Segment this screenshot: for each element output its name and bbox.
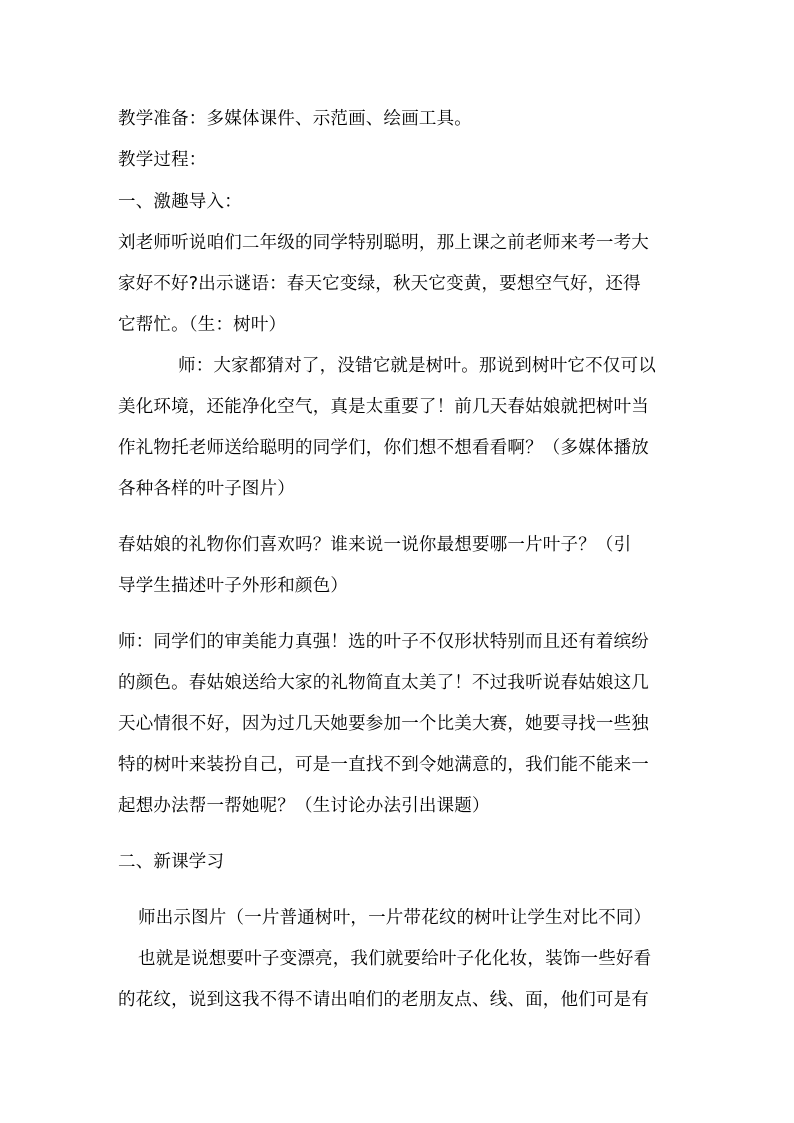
text-line: 起想办法帮一帮她呢？（生讨论办法引出课题） (118, 796, 490, 816)
text-line: 的花纹，说到这我不得不请出咱们的老朋友点、线、面，他们可是有 (118, 990, 649, 1010)
section-heading-new-lesson: 二、新课学习 (118, 852, 225, 872)
text-line: 家好不好?出示谜语：春天它变绿，秋天它变黄，要想空气好，还得 (118, 274, 641, 294)
text-line: 它帮忙。（生：树叶） (118, 315, 287, 335)
text-line: 各种各样的叶子图片） (118, 479, 295, 499)
text-line-process: 教学过程： (118, 150, 207, 170)
text-line: 导学生描述叶子外形和颜色） (118, 576, 349, 596)
text-line: 的颜色。春姑娘送给大家的礼物简直太美了！不过我听说春姑娘这几 (118, 673, 649, 693)
text-line: 也就是说想要叶子变漂亮，我们就要给叶子化化妆，装饰一些好看 (138, 949, 652, 969)
text-line: 作礼物托老师送给聪明的同学们，你们想不想看看啊？（多媒体播放 (118, 438, 649, 458)
text-line: 天心情很不好，因为过几天她要参加一个比美大赛，她要寻找一些独 (118, 714, 649, 734)
section-heading-intro: 一、激趣导入： (118, 192, 242, 212)
text-line: 师：同学们的审美能力真强！选的叶子不仅形状特别而且还有着缤纷 (118, 632, 649, 652)
text-line: 刘老师听说咱们二年级的同学特别聪明，那上课之前老师来考一考大 (118, 233, 649, 253)
text-line: 美化环境，还能净化空气，真是太重要了！前几天春姑娘就把树叶当 (118, 397, 649, 417)
text-line-preparation: 教学准备：多媒体课件、示范画、绘画工具。 (118, 109, 472, 129)
text-line: 特的树叶来装扮自己，可是一直找不到令她满意的，我们能不能来一 (118, 755, 649, 775)
text-line: 师：大家都猜对了，没错它就是树叶。那说到树叶它不仅可以 (178, 356, 656, 376)
text-line: 师出示图片（一片普通树叶，一片带花纹的树叶让学生对比不同） (138, 908, 652, 928)
text-line: 春姑娘的礼物你们喜欢吗？谁来说一说你最想要哪一片叶子？（引 (118, 535, 632, 555)
